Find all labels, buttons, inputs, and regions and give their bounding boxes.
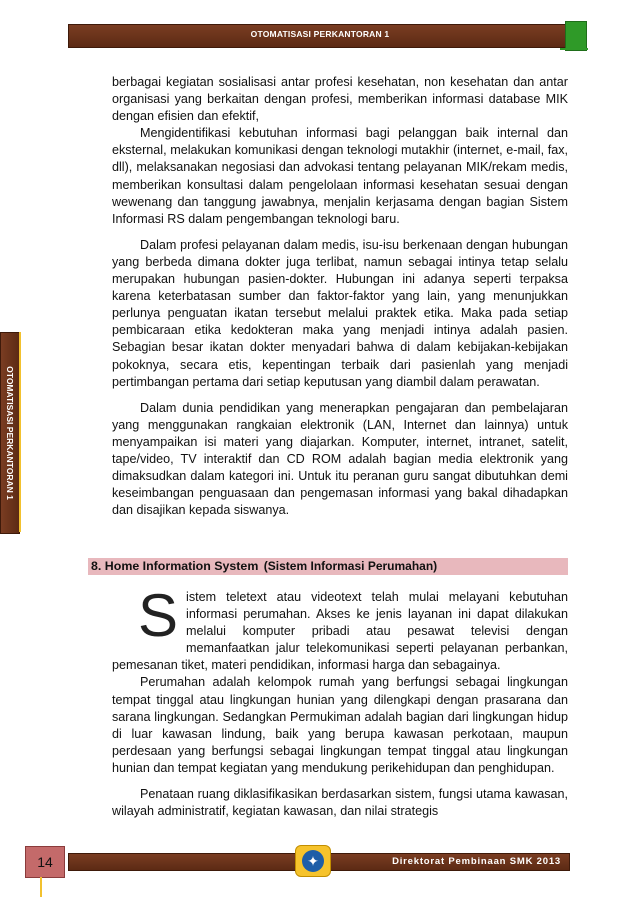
side-tab-label: OTOMATISASI PERKANTORAN 1: [5, 366, 15, 500]
header-corner-accent: [565, 21, 587, 51]
drop-cap: S: [138, 582, 179, 649]
paragraph-3: Dalam profesi pelayanan dalam medis, isu-isu berkenaan dengan hubungan yang berbeda dimana dokter juga terlibat, namun sebagai intinya tetap selalu merupakan hubungan pasien-dokter. Hubungan ini adanya seperti terpaksa karena keterbatasan sumber dan faktor-faktor yang lain, yang menunjukkan perlunya penguatan ikatan tersebut melalui praktek etika. Maka pada setiap pembicaraan etika kedokteran maka yang menjadi intinya adalah pasien. Sebagian besar ikatan dokter menyadari bahwa di dalam kebijakan-kebijakan pokoknya, secara etis, kepentingan terbaik dari pasienlah yang menjadi pertimbangan pertama dari setiap keputusan yang diambil dalam perawatan.: [112, 237, 568, 389]
section-heading: [88, 558, 568, 575]
section-body: [112, 582, 568, 820]
header-bar: [68, 24, 572, 48]
paragraph-1: berbagai kegiatan sosialisasi antar profesi kesehatan, non kesehatan dan antar organisasi yang berkaitan dengan profesi, memberikan informasi database MIK dengan efisien dan efektif,: [112, 75, 568, 124]
header-title: OTOMATISASI PERKANTORAN 1: [250, 29, 390, 39]
tut-wuri-handayani-logo-icon: ✦: [295, 845, 331, 877]
section-number: 8.: [91, 559, 102, 573]
section-title: Home Information System: [104, 559, 259, 573]
section-subtitle: (Sistem Informasi Perumahan): [263, 559, 438, 573]
footer-publisher: Direktorat Pembinaan SMK 2013: [392, 856, 561, 867]
section-paragraph-1: istem teletext atau videotext telah mulai melayani kebutuhan informasi perumahan. Akses ke jenis layanan ini dapat dilakukan melalui komputer pribadi atau pesawat televisi dengan memanfaatkan jalur telekomunikasi seperti pelayanan perbankan, pemesanan tiket, materi pendidikan, informasi harga dan sebagainya.: [112, 590, 568, 673]
header-corner-line: [560, 48, 588, 50]
section-paragraph-3: Penataan ruang diklasifikasikan berdasarkan sistem, fungsi utama kawasan, wilayah administratif, kegiatan kawasan, dan nilai strategis: [112, 787, 568, 819]
section-paragraph-2: Perumahan adalah kelompok rumah yang berfungsi sebagai lingkungan tempat tinggal atau lingkungan hunian yang dilengkapi dengan prasarana dan sarana lingkungan. Sedangkan Permukiman adalah bagian dari lingkungan hidup di luar kawasan lindung, baik yang berupa kawasan perkotaan, maupun perdesaan yang berfungsi sebagai lingkungan tempat tinggal atau lingkungan hunian dan tempat kegiatan yang mendukung perikehidupan dan penghidupan.: [112, 675, 568, 775]
page-number-accent: [40, 877, 42, 897]
side-tab: [0, 332, 20, 534]
side-tab-accent: [19, 332, 21, 532]
paragraph-4: Dalam dunia pendidikan yang menerapkan pengajaran dan pembelajaran yang menggunakan rangkaian elektronik (LAN, Internet dan lainnya) untuk menyampaikan isi materi yang diajarkan. Komputer, internet, intranet, satelit, tape/video, TV interaktif dan CD ROM adalah bagian media elektronik yang dimaksudkan dalam kategori ini. Untuk itu peranan guru sangat dibutuhkan demi keseimbangan penguasaan dan pengemasan informasi yang bakal dihadapkan dan disajikan kepada siswanya.: [112, 400, 568, 518]
page-number: 14: [25, 846, 65, 878]
body-text: [112, 74, 568, 519]
paragraph-2: Mengidentifikasi kebutuhan informasi bagi pelanggan baik internal dan eksternal, melakukan komunikasi dengan teknologi mutakhir (internet, e-mail, fax, dll), melaksanakan negosiasi dan advokasi tentang pelayanan MIK/rekam medis, memberikan konsultasi dalam pengelolaan informasi kesehatan sesuai dengan wewenang dan tanggung jawabnya, menjalin kerjasama dengan bagian Sistem Informasi RS dalam pengembangan teknologi baru.: [112, 126, 568, 226]
